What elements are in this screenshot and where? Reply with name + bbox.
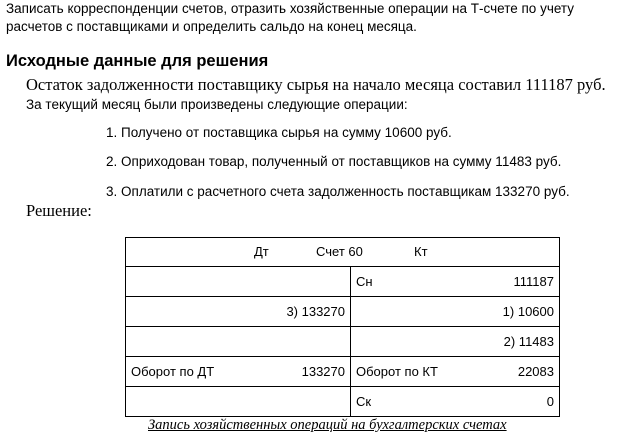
debit-header: Дт	[254, 244, 269, 259]
operation-item-2: 2. Оприходован товар, полученный от поставщиков на сумму 11483 руб.	[106, 154, 562, 169]
debit-turnover-cell	[126, 357, 351, 387]
opening-balance-cell	[351, 267, 560, 297]
table-caption: Запись хозяйственных операций на бухгалтерских счетах	[148, 417, 507, 433]
debit-entry-3: 3) 133270	[126, 297, 351, 327]
debit-cell-empty	[126, 267, 351, 297]
t-account-table	[125, 237, 560, 417]
task-line-2: расчетов с поставщиками и определить сальдо на конец месяца.	[6, 19, 417, 34]
debit-cell-empty	[126, 387, 351, 417]
closing-balance-value: 0	[546, 394, 554, 409]
t-account-header	[126, 238, 560, 267]
section-heading: Исходные данные для решения	[6, 52, 269, 70]
table-row	[126, 267, 560, 297]
operation-item-1: 1. Получено от поставщика сырья на сумму 10600 руб.	[106, 125, 452, 140]
table-row	[126, 297, 560, 327]
credit-header: Кт	[414, 244, 428, 259]
credit-entry-1: 1) 10600	[351, 297, 560, 327]
opening-balance-label: Сн	[356, 274, 373, 289]
closing-balance-label: Ск	[356, 394, 372, 409]
credit-turnover-cell	[351, 357, 560, 387]
debit-cell-empty	[126, 327, 351, 357]
solution-label: Решение:	[26, 201, 92, 220]
operations-intro: За текущий месяц были произведены следующие операции:	[26, 97, 408, 112]
debit-turnover-label: Оборот по ДТ	[131, 364, 215, 379]
opening-balance-value: 111187	[513, 274, 554, 289]
initial-balance-text: Остаток задолженности поставщику сырья на начало месяца составил 111187 руб.	[26, 75, 606, 94]
debit-turnover-value: 133270	[301, 364, 345, 379]
table-row	[126, 327, 560, 357]
credit-turnover-value: 22083	[517, 364, 554, 379]
t-account-header-row	[126, 238, 560, 267]
table-row	[126, 387, 560, 417]
operation-item-3: 3. Оплатили с расчетного счета задолженность поставщикам 133270 руб.	[106, 184, 570, 199]
closing-balance-cell	[351, 387, 560, 417]
task-line-1: Записать корреспонденции счетов, отразить хозяйственные операции на Т-счете по учету	[6, 1, 574, 16]
turnover-row	[126, 357, 560, 387]
account-header: Счет 60	[316, 244, 363, 259]
credit-entry-2: 2) 11483	[351, 327, 560, 357]
credit-turnover-label: Оборот по КТ	[356, 364, 438, 379]
